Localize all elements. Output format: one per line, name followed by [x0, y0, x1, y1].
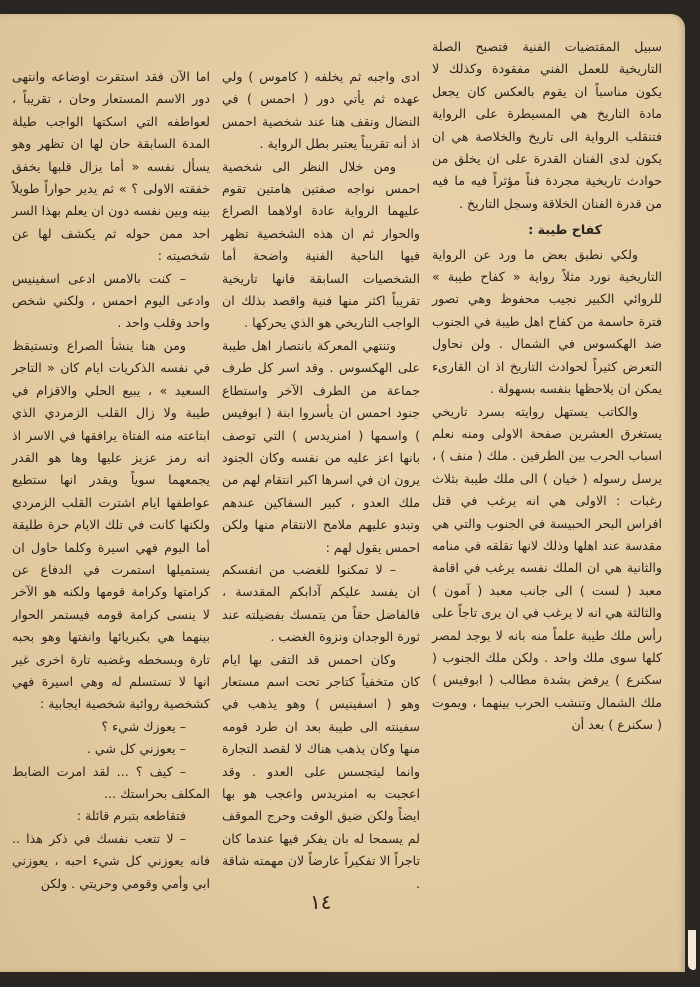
dialogue-quote: – كنت بالامس ادعى اسفينيس وادعى اليوم احمس ، ولكني شخص واحد وقلب واحد .: [12, 270, 210, 331]
dialogue-quote: – لا تمكنوا للغضب من انفسكم ان يفسد عليكم آدابكم المقدسة ، فالفاضل حقاً من يتمسك بفضيلته عند ثورة الوجدان ونزوة الغضب .: [222, 561, 420, 645]
dialogue-line: فتقاطعه بتبرم قائلة :: [76, 808, 186, 824]
page-number: ١٤: [310, 890, 332, 914]
dialogue-line: – لا تتعب نفسك في ذكر هذا .. فانه يعوزني كل شيء احبه ، يعوزني ابي وأمي وقومي وحريتي . ولكن: [12, 830, 210, 891]
paragraph: ومن هنا ينشأ الصراع وتستيقظ في نفسه الذكريات ايام كان « التاجر السعيد » ، يبيع الحلي والاقزام في طيبة ولا زال القلب الزمردي الذي ابتاعته منه الفتاة يرافقها في الاسر اذ انه رمز عزيز عليها وها هو القدر يجمعهما سوياً ويقدر انها ستطيع عواطفها ايام اشترت القلب الزمردي ولكنها كانت في تلك الايام حرة طليقة أما اليوم فهي اسيرة وكلما حاول ان يستميلها استمرت في الدفاع عن كرامتها وكرامة قومها ولكنه هو الآخر لا ينسى كرامة قومه فيستمر الحوار بينهما هي بكبريائها وانفتها وهو بحبه تارة وبسخطه وغضبه تارة اخرى غير انها لا تستسلم له وهي اسيرة فهي كشخصية روائية شخصية ايجابية :: [12, 337, 210, 712]
paragraph: وكان احمس قد التقى بها ايام كان متخفياً كتاجر تحت اسم مستعار وهو ( اسفينيس ) وهو يذهب في سفينته الى طيبة بعد ان طرد قومه منها وكان يذهب هناك لا لقصد التجارة وانما ليتجسس على العدو . وقد اعجبت به امنريدس واعجب هو بها ايضاً ولكن ضيق الوقت وحرج الموقف لم يسمحا له بان يفكر فيها عندما كان تاجراً الا تفكيراً عارضاً لان مهمته شاقة .: [222, 651, 420, 891]
dialogue-line: – يعوزني كل شي .: [86, 741, 186, 757]
column-middle: [222, 66, 420, 895]
paragraph: والكاتب يستهل روايته بسرد تاريخي يستغرق العشرين صفحة الاولى ومنه نعلم اسباب الحرب بين الطرفين . ملك ( منف ) ، يرسل رسوله ( خيان ) الى ملك طيبة بثلاث رغبات : الاولى هي انه يرغب في قتل افراس البحر الحبيسة في الجنوب والتي هي مقدسة عند اهلها وذلك لانها تقلقه في منامه والثانية هي ان الملك نفسه يرغب في اقامة معبد ( لست ) الى جانب معبد ( آمون ) والثالثة هي انه لا يرغب في ان يرى تاجاً على رأس ملك طيبة علماً منه بانه لا يوجد لمصر كلها سوى ملك واحد . ولكن ملك الجنوب ( سكنرع ) يرفض بشدة مطالب ( ابوفيس ) ملك الشمال وتنشب الحرب بينهما ، ويموت ( سكنرع ) بعد أن: [432, 403, 662, 733]
paragraph: اما الآن فقد استقرت اوضاعه وانتهى دور الاسم المستعار وحان ، تقريباً ، لعواطفه التي اسكتها الواجب طيلة المدة السابقة حان لها ان تظهر وهو يسأل نفسه « أما يزال قلبها يخفق خفقته الاولى ؟ » ثم يدير حواراً طويلاً بينه وبين نفسه دون ان يعلم بهذا السر احد ممن حوله ثم يكشف لها عن شخصيته :: [12, 69, 210, 264]
paragraph: ومن خلال النظر الى شخصية احمس نواجه صفتين هامتين تقوم عليهما الرواية عادة اولاهما الصراع والحوار ثم ان هذه الشخصية تظهر فيها الناحية الفنية واضحة أما الشخصيات السابقة فانها تاريخية تقريباً اكثر منها فنية واقصد بذلك ان الواجب التاريخي هو الذي يحركها .: [222, 158, 420, 331]
column-right: [432, 36, 662, 737]
paragraph: سبيل المقتضيات الفنية فتصبح الصلة التاريخية للعمل الفني مفقودة وكذلك لا يكون مناسباً ان يقوم بالعكس كان يجعل مادة التاريخ هي المسيطرة على الرواية فتنقلب الرواية الى تاريخ والخلاصة هي ان يكون لدى الفنان القدرة على ان يخلق من حوادث تاريخية مجردة فناً مؤثراً فيه ما فيه من قدرة الفنان الخلاقة وسجل التاريخ .: [432, 39, 662, 211]
paper-curl: [688, 930, 696, 970]
paragraph: ادى واجبه ثم يخلفه ( كاموس ) ولي عهده ثم يأتي دور ( احمس ) في النضال ونقف هنا عند شخصية احمس اذ أنه تقريباً يعتبر بطل الرواية .: [222, 69, 420, 152]
column-left: [12, 66, 210, 895]
magazine-page: [0, 14, 685, 972]
section-heading: كفاح طيبة :: [528, 222, 602, 238]
dialogue-line: – كيف ؟ ... لقد امرت الضابط المكلف بحراستك ...: [12, 763, 210, 801]
dialogue-line: – يعوزك شيء ؟: [101, 718, 186, 734]
paragraph: وتنتهي المعركة بانتصار اهل طيبة على الهكسوس . وقد اسر كل طرف جماعة من الطرف الآخر واستطاع جنود احمس ان يأسروا ابنة ( ابوفيس ) واسمها ( امنريدس ) التي توصف بانها اعز عليه من نفسه وكان الجنود يرون ان في اسرها اكبر انتقام لهم من ملك العدو ، كبير السفاكين عندهم وتبدو عليهم ملامح الانتقام منها ولكن احمس يقول لهم :: [222, 337, 420, 555]
paragraph: ولكي نطبق بعض ما ورد عن الرواية التاريخية نورد مثلاً رواية « كفاح طيبة » للروائي الكبير نجيب محفوظ وهي تصور فترة حاسمة من كفاح اهل طيبة في الجنوب ضد الهكسوس في الشمال . ولن نحاول التعرض كثيراً لحوادث التاريخ اذ ان القارىء يمكن ان يلاحظها بنفسه بسهولة .: [432, 246, 662, 397]
